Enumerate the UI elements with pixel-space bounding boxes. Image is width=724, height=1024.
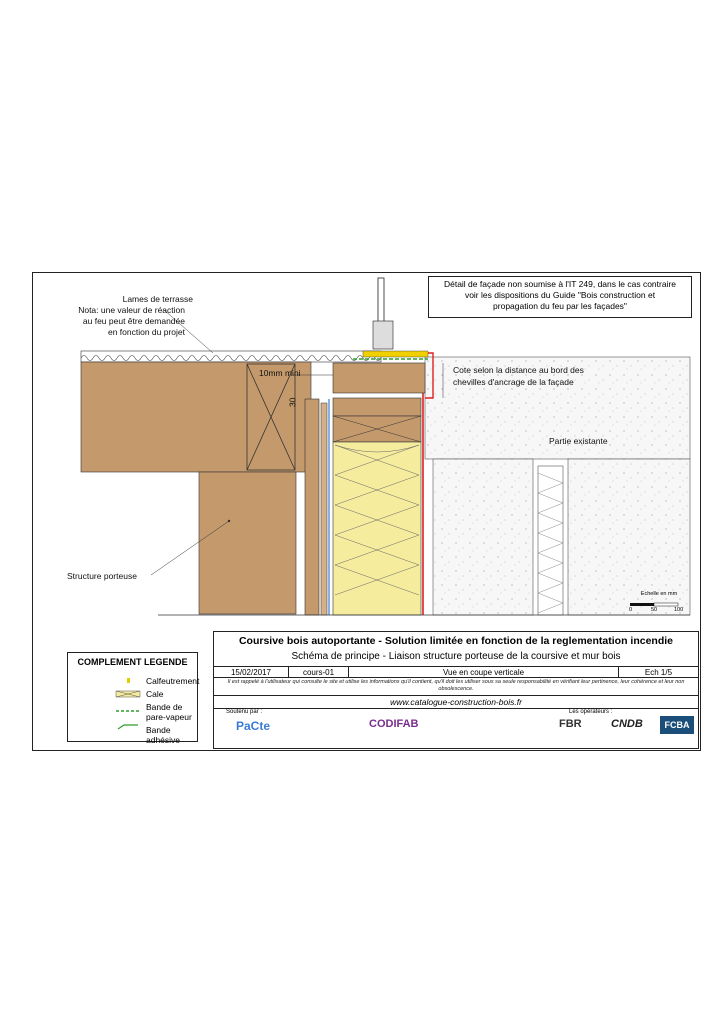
tb-disclaimer: Il est rappelé à l'utilisateur qui consulte le site et utilise les informations qu'il contient, qu'il doit les utiliser sous sa seule responsabilité en vérifiant leur pertinence, leur cohérence et leur non obsolescence. — [227, 679, 685, 692]
tb-supported: Soutenu par : — [226, 709, 263, 715]
cladding — [305, 399, 319, 615]
legend-calfeutrement: Calfeutrement — [146, 676, 200, 686]
tb-subtitle: Schéma de principe - Liaison structure porteuse de la coursive et mur bois — [291, 651, 621, 662]
existing-wall-left — [433, 459, 533, 615]
legend — [67, 652, 200, 745]
scale-tick-100: 100 — [674, 607, 684, 613]
scale-tick-50: 50 — [651, 607, 658, 613]
scale-title: Echelle en mm — [640, 591, 678, 597]
legend-cale: Cale — [146, 689, 164, 699]
tb-date: 15/02/2017 — [214, 666, 289, 678]
adhesive-swatch — [118, 725, 138, 729]
tb-scale: Ech 1/5 — [619, 666, 698, 678]
tb-url[interactable]: www.catalogue-construction-bois.fr — [214, 695, 698, 709]
label-structure: Structure porteuse — [67, 571, 137, 581]
tb-ref: cours-01 — [289, 666, 349, 678]
scale-bar — [629, 591, 689, 621]
logo-cndb: CNDB — [611, 718, 643, 730]
calfeutrement-swatch — [127, 678, 130, 683]
note-line-3: propagation du feu par les façades" — [493, 301, 627, 311]
note-line-2: voir les dispositions du Guide "Bois construction et — [464, 290, 656, 300]
insulation — [333, 442, 421, 615]
tb-view: Vue en coupe verticale — [349, 666, 619, 678]
label-10mm: 10mm mini — [259, 368, 301, 378]
logo-fbr: FBR — [559, 718, 582, 730]
logo-fcba: FCBA — [660, 716, 694, 734]
cale-swatch — [116, 691, 140, 697]
note-line-1: Détail de façade non soumise à l'IT 249, dans le cas contraire — [443, 279, 677, 289]
legend-bande-adhesive: Bande adhésive — [146, 725, 181, 745]
label-lames-2: Nota: une valeur de réaction — [78, 305, 185, 315]
decking — [81, 351, 381, 362]
legend-bande-de: Bande de — [146, 702, 183, 712]
scale-tick-0: 0 — [629, 607, 633, 613]
logo-codifab: CODIFAB — [369, 718, 419, 730]
tb-title: Coursive bois autoportante - Solution limitée en fonction de la reglementation incendie — [238, 635, 674, 647]
wall-insulation — [538, 466, 563, 615]
legend-pare-vapeur: pare-vapeur — [146, 712, 192, 722]
label-cote-2: chevilles d'ancrage de la façade — [453, 377, 574, 387]
label-partie: Partie existante — [549, 436, 608, 446]
title-block — [213, 631, 699, 749]
label-lames-4: en fonction du projet — [107, 327, 185, 337]
label-30: 30 — [287, 397, 298, 407]
drawing-sheet — [32, 272, 701, 751]
post — [199, 472, 296, 614]
legend-title: COMPLEMENT LEGENDE — [77, 657, 188, 667]
label-lames-1: Lames de terrasse — [122, 294, 193, 304]
note-box — [428, 276, 692, 318]
label-lames-3: au feu peut être demandée — [82, 316, 185, 326]
label-cote-1: Cote selon la distance au bord des — [453, 365, 584, 375]
sill — [333, 363, 425, 393]
wall-plate-top — [333, 398, 421, 416]
logo-pacte: PaCte — [236, 719, 271, 733]
tb-operators: Les opérateurs : — [569, 709, 613, 715]
